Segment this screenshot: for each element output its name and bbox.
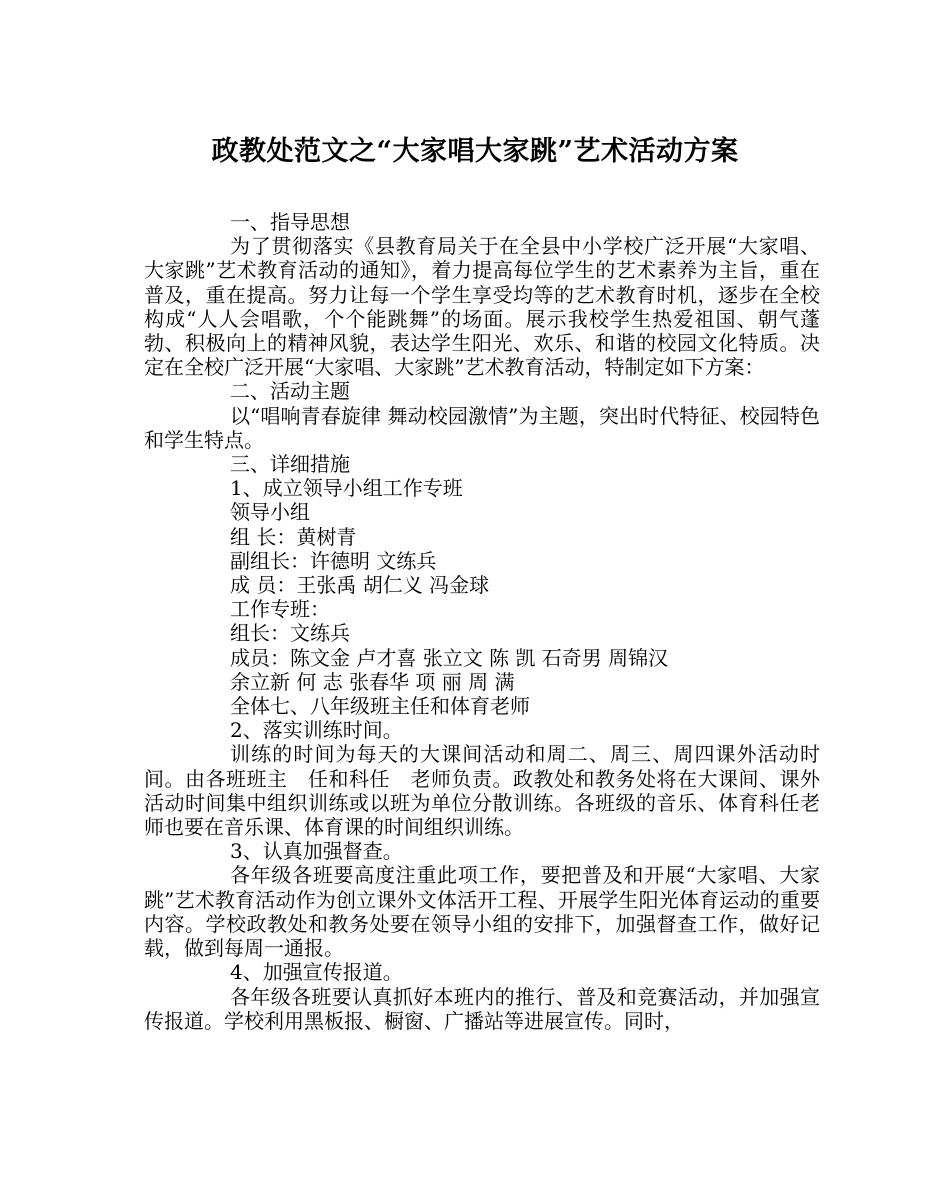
- line-team-members-continued: 余立新 何 志 张春华 项 丽 周 满: [230, 669, 515, 694]
- subheading-leadership-group: 1、成立领导小组工作专班: [230, 476, 463, 501]
- paragraph-publicity: 各年级各班要认真抓好本班内的推行、普及和竞赛活动，并加强宣传报道。学校利用黑板报、橱窗、广播站等进展宣传。同时，: [144, 984, 820, 1033]
- line-team-leader: 组长：文练兵: [230, 621, 350, 646]
- heading-activity-theme: 二、活动主题: [230, 379, 350, 404]
- subheading-supervision: 3、认真加强督查。: [230, 839, 403, 864]
- line-all-teachers: 全体七、八年级班主任和体育老师: [230, 694, 530, 719]
- document-title: 政教处范文之“大家唱大家跳”艺术活动方案: [211, 136, 739, 167]
- label-leadership-group: 领导小组: [230, 500, 310, 525]
- line-group-members: 成 员：王张禹 胡仁义 冯金球: [230, 573, 490, 598]
- heading-detailed-measures: 三、详细措施: [230, 452, 350, 477]
- paragraph-training-time: 训练的时间为每天的大课间活动和周二、周三、周四课外活动时间。由各班班主 任和科任 老师负责。政教处和教务处将在大课间、课外活动时间集中组织训练或以班为单位分散训练。各班级的音乐、体育科任老师也要在音乐课、体育课的时间组织训练。: [144, 742, 820, 840]
- paragraph-purpose: 为了贯彻落实《县教育局关于在全县中小学校广泛开展“大家唱、大家跳”艺术教育活动的通知》，着力提高每位学生的艺术素养为主旨，重在普及，重在提高。努力让每一个学生享受均等的艺术教育时机，逐步在全校构成“人人会唱歌，个个能跳舞”的场面。展示我校学生热爱祖国、朝气蓬勃、积极向上的精神风貌，表达学生阳光、欢乐、和谐的校园文化特质。决定在全校广泛开展“大家唱、大家跳”艺术教育活动，特制定如下方案：: [144, 234, 820, 380]
- subheading-training-time: 2、落实训练时间。: [230, 718, 403, 743]
- paragraph-supervision: 各年级各班要高度注重此项工作，要把普及和开展“大家唱、大家跳”艺术教育活动作为创立课外文体活开工程、开展学生阳光体育运动的重要内容。学校政教处和教务处要在领导小组的安排下，加强督查工作，做好记载，做到每周一通报。: [144, 863, 820, 961]
- document-body: [144, 210, 820, 1033]
- subheading-publicity: 4、加强宣传报道。: [230, 960, 403, 985]
- heading-guiding-thought: 一、指导思想: [230, 210, 350, 234]
- paragraph-theme: 以“唱响青春旋律 舞动校园激情”为主题，突出时代特征、校园特色和学生特点。: [144, 403, 820, 452]
- line-deputy-leader: 副组长：许德明 文练兵: [230, 548, 437, 573]
- label-work-team: 工作专班：: [230, 597, 330, 622]
- line-group-leader: 组 长：黄树青: [230, 524, 357, 549]
- line-team-members: 成员：陈文金 卢才喜 张立文 陈 凯 石奇男 周锦汉: [230, 645, 669, 670]
